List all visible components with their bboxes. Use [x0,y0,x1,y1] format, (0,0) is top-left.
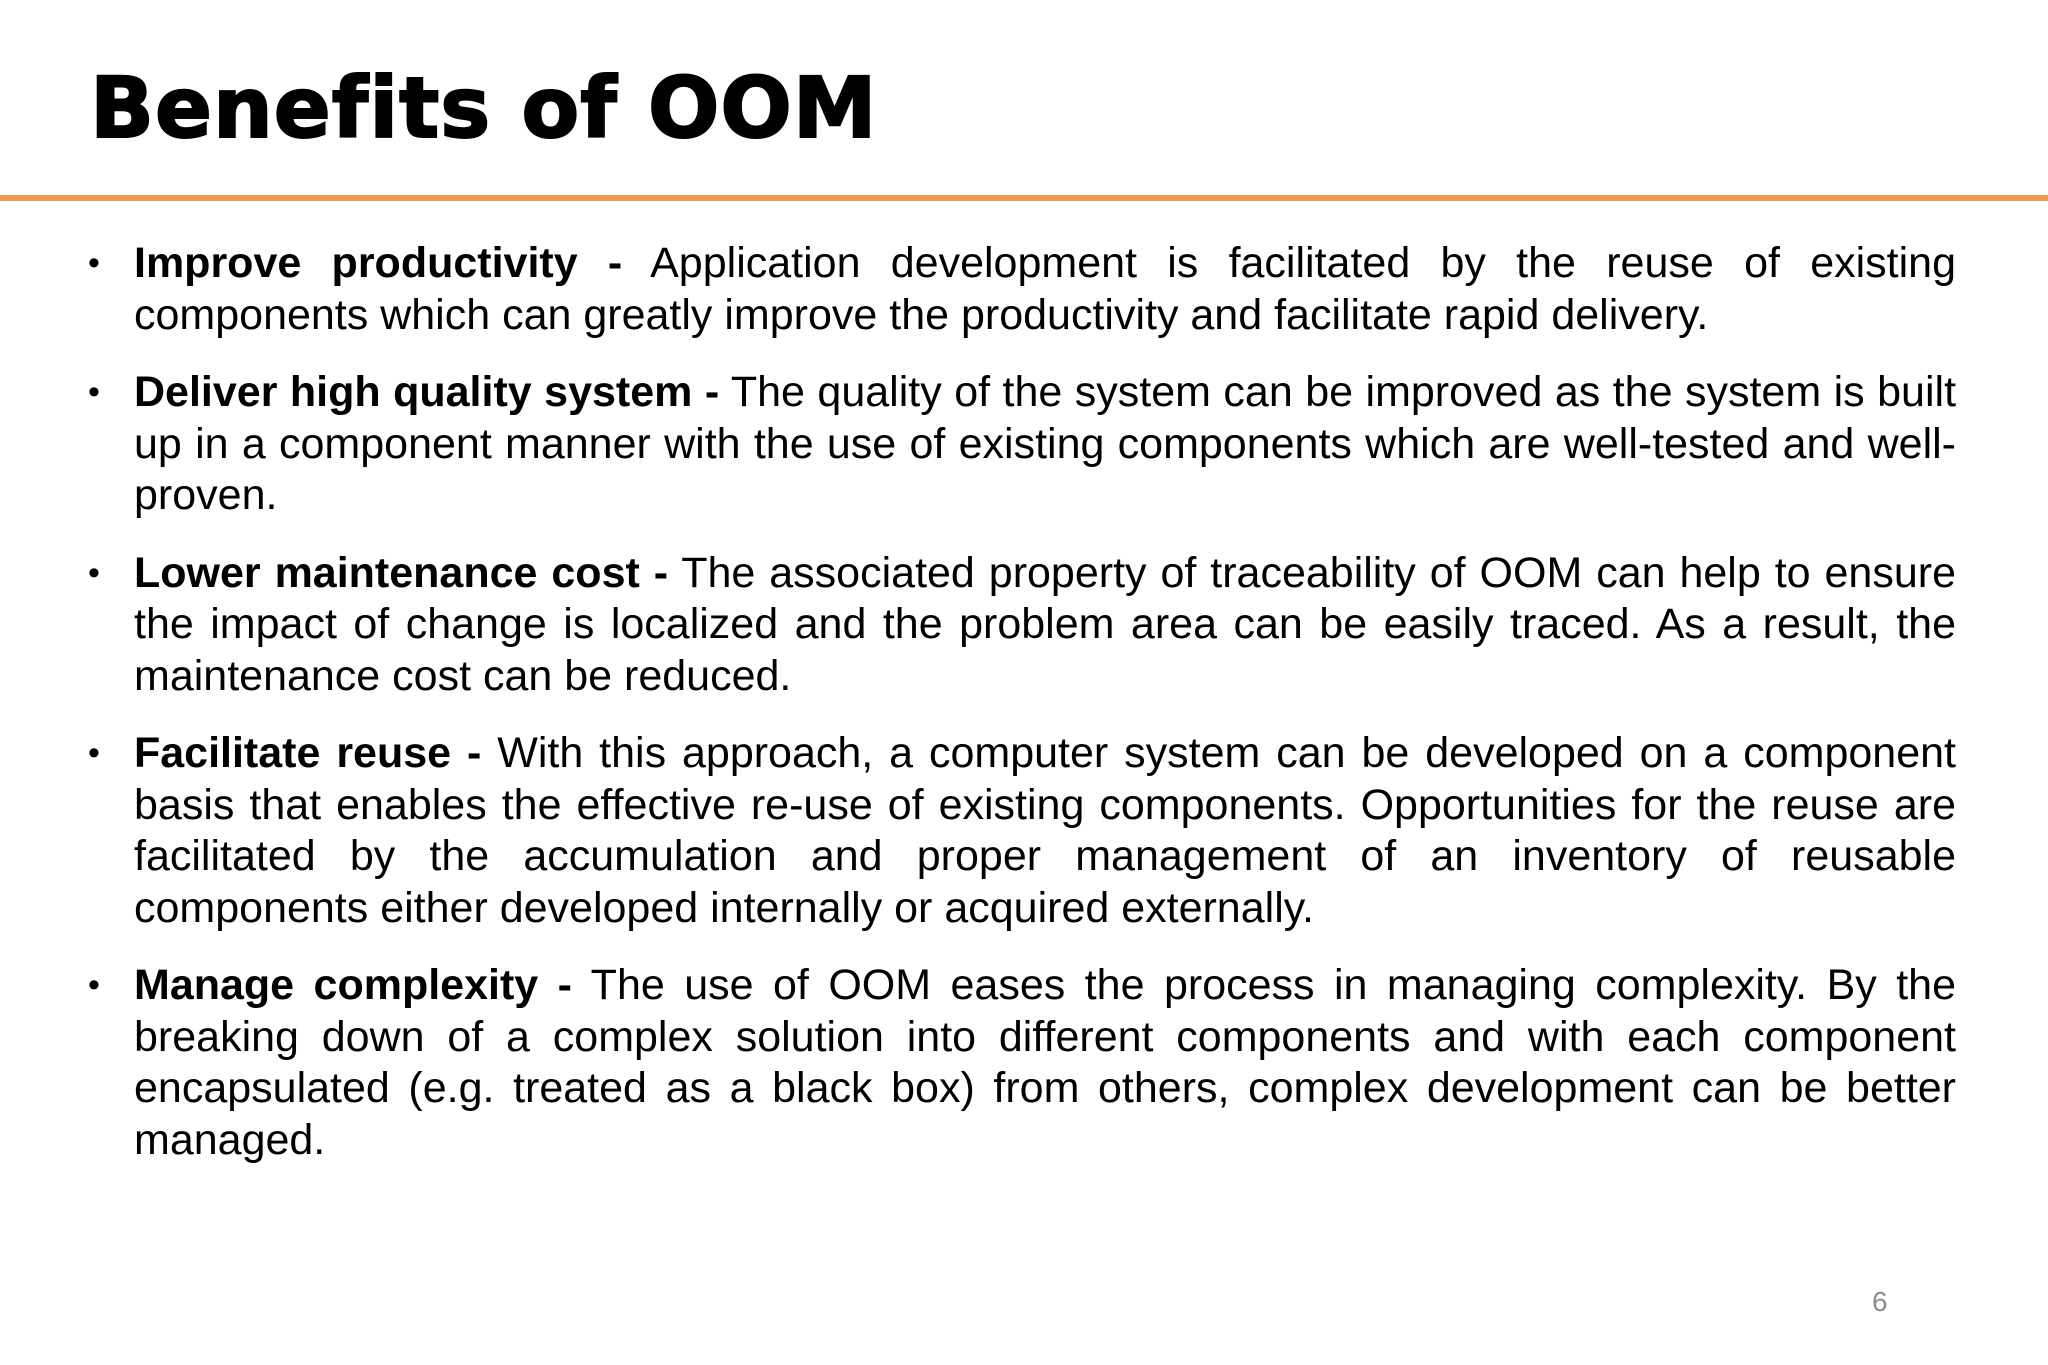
benefit-description: The use of OOM eases the process in managing complexity. By the breaking down of a complex solution into different components and with each component encapsulated (e.g. treated as a black box) from others, complex development can be better managed. [134,961,1956,1164]
bullet-icon: • [88,244,100,282]
benefit-description: Application development is facilitated by the reuse of existing components which can greatly improve the productivity and facilitate rapid delivery. [134,239,1956,339]
benefit-term: Manage complexity - [134,961,572,1009]
benefits-list [86,238,1956,1192]
benefit-item-reuse [86,728,1956,934]
bullet-icon: • [88,966,100,1004]
benefit-description: With this approach, a computer system can be developed on a component basis that enables the effective re-use of existing components. Opportunities for the reuse are facilitated by the accumulation and proper management of an inventory of reusable components either developed internally or acquired externally. [134,729,1956,932]
benefit-term: Deliver high quality system - [134,368,720,416]
benefit-term: Improve productivity - [134,239,623,287]
bullet-icon: • [88,734,100,772]
benefit-item-complexity [86,960,1956,1166]
benefit-term: Facilitate reuse - [134,729,482,777]
benefit-description: The quality of the system can be improved as the system is built up in a component manner with the use of existing components which are well-tested and well-proven. [134,368,1957,519]
page-number: 6 [1872,1286,1888,1317]
bullet-icon: • [88,553,100,592]
benefit-item-quality [86,367,1956,522]
benefit-description: The associated property of traceability of OOM can help to ensure the impact of change is localized and the problem area can be easily traced. As a result, the maintenance cost can be reduced. [134,548,1957,700]
benefit-item-maintenance [86,548,1956,703]
benefit-item-productivity [86,238,1956,341]
title-divider [0,195,2048,201]
bullet-icon: • [88,373,100,411]
slide-title: Benefits of OOM [90,59,878,157]
benefit-term: Lower maintenance cost - [134,548,669,597]
